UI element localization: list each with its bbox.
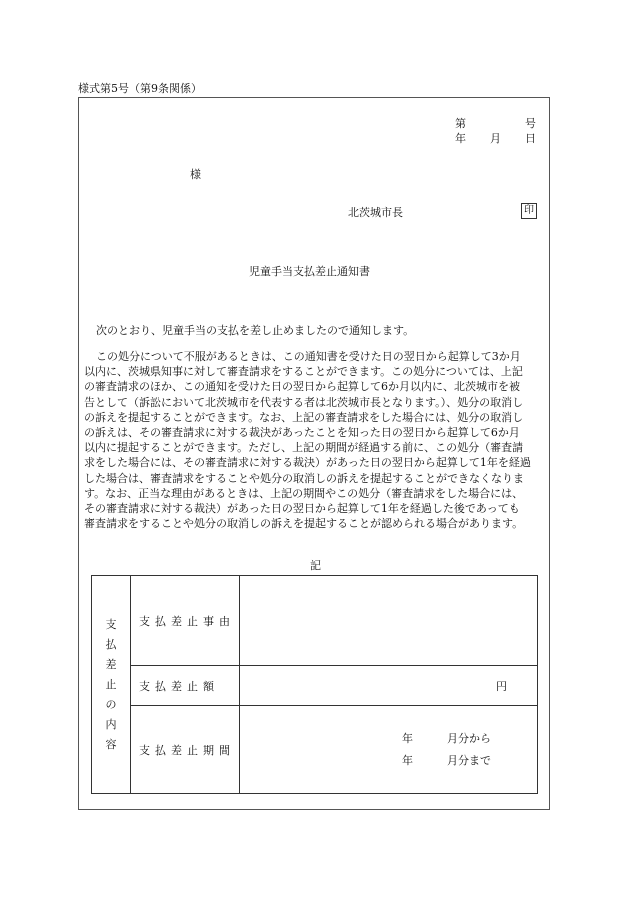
appeal-notice xyxy=(84,349,546,531)
ki-heading: 記 xyxy=(310,559,321,572)
notice-line: その審査請求に対する裁決）があった日の翌日から起算して1年を経過した後であっても xyxy=(84,502,520,516)
vertical-char: 差 xyxy=(105,657,117,671)
notice-line: した場合は、審査請求をすることや処分の取消しの訴えを提起することができなくなりま xyxy=(84,471,524,485)
notice-line: この処分について不服があるときは、この通知書を受けた日の翌日から起算して3か月 xyxy=(96,350,521,363)
form-number-label: 様式第5号（第9条関係） xyxy=(78,82,202,95)
period-from xyxy=(402,730,491,746)
from-month: 月分から xyxy=(447,732,491,745)
seal-mark: 印 xyxy=(521,203,537,219)
details-vertical-header xyxy=(92,576,131,794)
reason-value[interactable] xyxy=(240,576,538,666)
to-month: 月分まで xyxy=(447,754,491,767)
notice-line: の訴えを提起することができます。なお、上記の審査請求をした場合には、処分の取消し xyxy=(84,410,524,424)
period-value[interactable] xyxy=(240,706,538,794)
date-day: 日 xyxy=(525,132,536,145)
intro-text: 次のとおり、児童手当の支払を差し止めましたので通知します。 xyxy=(96,324,415,337)
notice-line: す。なお、正当な理由があるときは、上記の期間やこの処分（審査請求をした場合には、 xyxy=(84,486,524,500)
yen-unit: 円 xyxy=(496,679,507,693)
vertical-char: 止 xyxy=(105,677,117,691)
reason-label: 支払差止事由 xyxy=(131,576,240,666)
vertical-char: 容 xyxy=(105,737,117,751)
period-to xyxy=(402,752,491,768)
from-year: 年 xyxy=(402,732,413,745)
number-suffix: 号 xyxy=(525,117,536,130)
date-year: 年 xyxy=(455,132,466,145)
amount-value[interactable] xyxy=(240,666,538,706)
vertical-char: の xyxy=(105,697,117,711)
notice-line: の審査請求のほか、この通知を受けた日の翌日から起算して6か月以内に、北茨城市を被 xyxy=(84,380,520,394)
number-prefix: 第 xyxy=(455,117,466,130)
notice-line: 以内に、茨城県知事に対して審査請求をすることができます。この処分については、上記 xyxy=(84,365,523,379)
notice-line: の訴えは、その審査請求に対する裁決があったことを知った日の翌日から起算して6か月 xyxy=(84,426,520,440)
period-label: 支払差止期間 xyxy=(131,706,240,794)
suspension-details-table xyxy=(91,575,538,794)
notice-line: 告として（訴訟において北茨城市を代表する者は北茨城市長となります。）、処分の取消し xyxy=(84,395,524,409)
notice-line: 求をした場合には、その審査請求に対する裁決）があった日の翌日から起算して1年を経過 xyxy=(84,456,531,470)
vertical-char: 内 xyxy=(105,717,117,731)
date-month: 月 xyxy=(490,132,501,145)
to-year: 年 xyxy=(402,754,413,767)
amount-label: 支払差止額 xyxy=(131,666,240,706)
document-title: 児童手当支払差止通知書 xyxy=(249,265,370,278)
vertical-char: 支 xyxy=(105,617,117,631)
vertical-char: 払 xyxy=(105,637,117,651)
notice-line: 以内に提起することができます。ただし、上記の期間が経過する前に、この処分（審査請 xyxy=(84,441,524,455)
notice-line: 審査請求をすることや処分の取消しの訴えを提起することが認められる場合があります。 xyxy=(84,517,524,531)
addressee-suffix: 様 xyxy=(190,168,201,181)
issuer-name: 北茨城市長 xyxy=(348,206,403,219)
